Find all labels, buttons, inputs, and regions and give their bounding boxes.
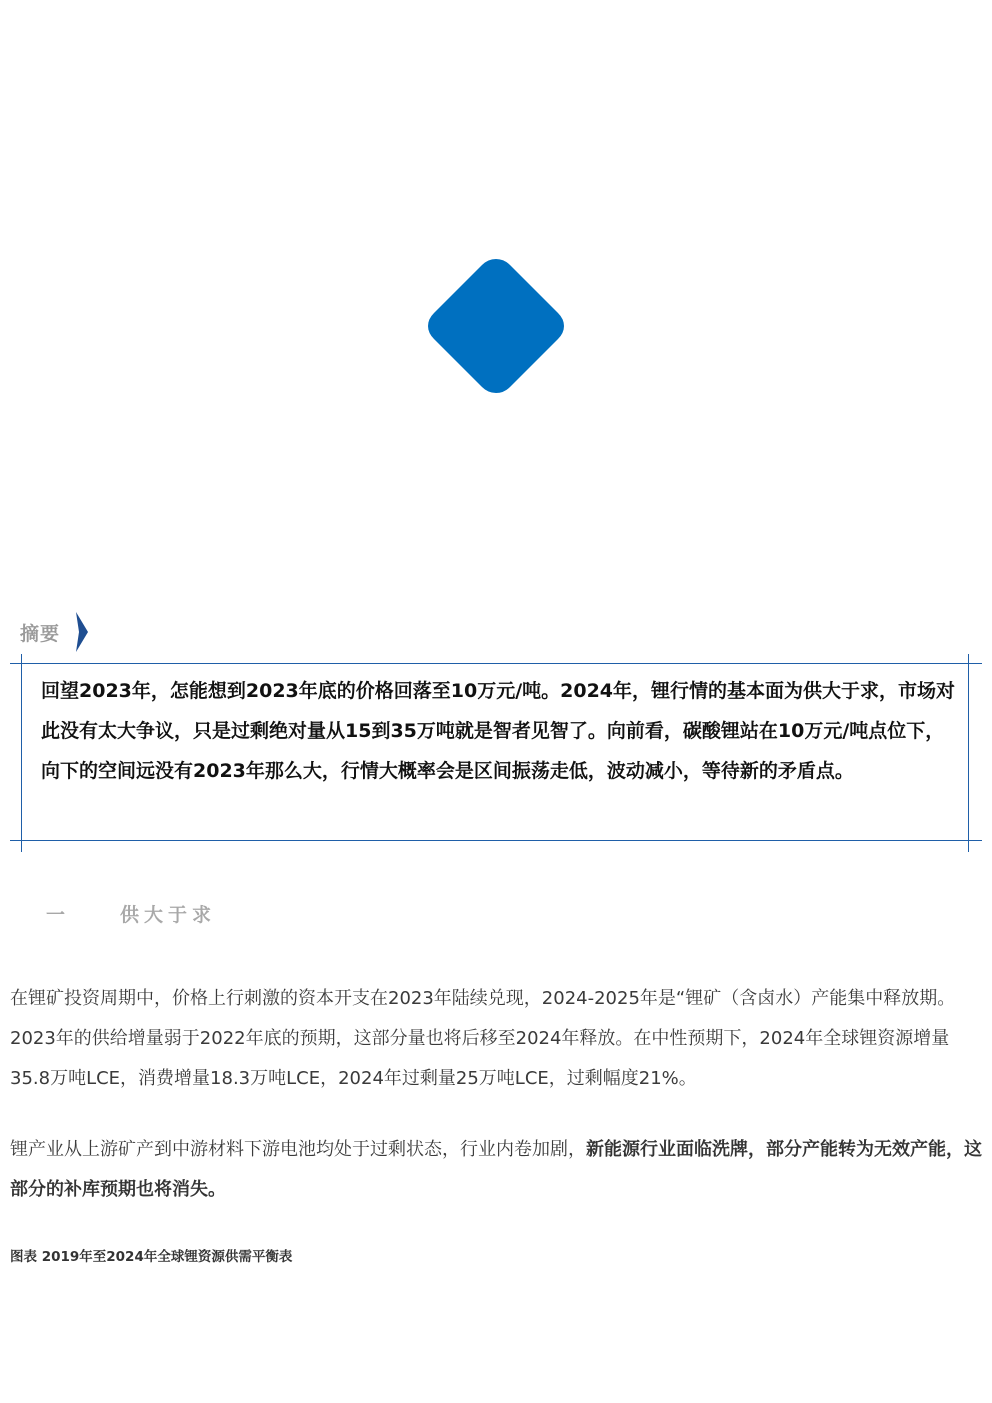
- section-heading: [46, 898, 216, 928]
- chevron-right-icon: [76, 612, 88, 652]
- body-paragraph-2: [10, 1130, 986, 1210]
- body-paragraph-2-plain: 锂产业从上游矿产到中游材料下游电池均处于过剩状态，行业内卷加剧，: [10, 1139, 586, 1160]
- summary-frame-right-line: [968, 654, 969, 852]
- summary-frame-top-line: [10, 663, 982, 664]
- summary-title: 摘要: [20, 622, 61, 645]
- body-paragraph-1: 在锂矿投资周期中，价格上行刺激的资本开支在2023年陆续兑现，2024-2025年是“锂矿（含卤水）产能集中释放期。2023年的供给增量弱于2022年底的预期，这部分量也将后移至2024年释放。在中性预期下，2024年全球锂资源增量35.8万吨LCE，消费增量18.3万吨LCE，2024年过剩量25万吨LCE，过剩幅度21%。: [10, 988, 956, 1089]
- figure-caption: 图表 2019年至2024年全球锂资源供需平衡表: [10, 1249, 293, 1265]
- summary-frame-left-line: [21, 654, 22, 852]
- body-paragraph-2-emphasis: 新能源行业面临洗牌，部分产能转为无效产能，这部分的补库预期也将消失。: [10, 1139, 982, 1200]
- summary-text: 回望2023年，怎能想到2023年底的价格回落至10万元/吨。2024年，锂行情的基本面为供大于求，市场对此没有太大争议，只是过剩绝对量从15到35万吨就是智者见智了。向前看，碳酸锂站在10万元/吨点位下，向下的空间远没有2023年那么大，行情大概率会是区间振荡走低，波动减小，等待新的矛盾点。: [41, 680, 956, 782]
- section-title: 供大于求: [120, 903, 217, 926]
- summary-frame-bottom-line: [10, 840, 982, 841]
- section-number: 一: [46, 903, 66, 926]
- diamond-logo-icon: [424, 255, 568, 397]
- summary-heading: [20, 612, 60, 652]
